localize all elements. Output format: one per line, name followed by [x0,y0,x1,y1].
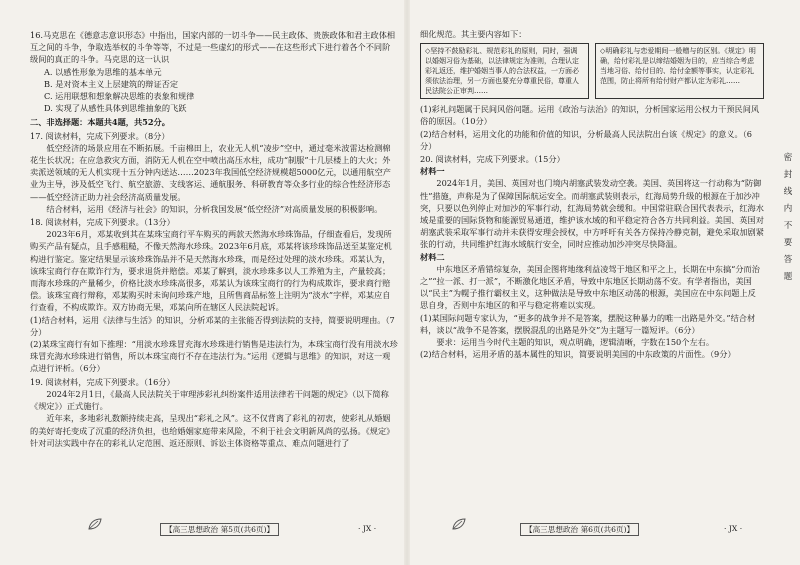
material-1-title: 材料一 [420,166,445,177]
left-page-code: · JX · [358,524,377,533]
seal-char: 线 [783,187,793,197]
rule-box-1: ◇坚持不鼓励彩礼、规范彩礼的原则，同时，强调以婚姻习俗为基础，以法律规定为准则，合理认定彩礼返还，维护婚姻当事人的合法权益，一方面必须依法治理，另一方面也要充分尊重民俗，尊重人民法院公正审判…… [420,43,589,99]
seal-char: 要 [783,238,793,248]
seal-char: 密 [783,153,793,163]
q18-material: 2023年6月，邓某收到其在某珠宝商行平车购买的两款天然海水珍珠饰品，仔细查看后，发现所购买产品有疑点，且手感粗糙，不像天然海水珍珠。2023年6月底，邓某将该珍珠饰品送至某鉴定机构进行鉴定。鉴定结果显示该珍珠饰品并不是天然海水珍珠，而是经过处理的淡水珍珠。邓某认为，该珠宝商行存在欺诈行为，要求退货并赔偿。邓某了解到，淡水珍珠多以人工养殖为主，产量较高；而海水珍珠的产量稀少，价格比淡水珍珠高很多，邓某认为该珠宝商行的行为构成欺诈，要求商行赔偿。该珠宝商行辩称，邓某购买时未询问珍珠产地，且所售商品标签上注明为“淡水”字样，邓某应自行查看，不构成欺诈。双方协商无果，邓某向所在辖区人民法院起诉。 [30,229,392,313]
left-page [30,28,398,449]
seal-char: 内 [783,204,793,214]
q17-stem: 17. 阅读材料，完成下列要求。（8分） [30,130,170,141]
q17-task: 结合材料，运用《经济与社会》的知识，分析我国发展“低空经济”对高质量发展的积极影响。 [46,203,383,214]
right-footer [520,524,639,535]
q19-material-2: 近年来，多地彩礼数额持续走高，呈现出“彩礼之风”。这不仅背离了彩礼的初衷，使彩礼从婚姻的美好寄托变成了沉重的经济负担，也给婚姻家庭带来风险，不利于社会文明新风尚的弘扬。《规定》针对司法实践中存在的彩礼认定范围、返还原则、诉讼主体资格等重点、难点问题进行了 [30,413,395,448]
section-heading: 二、非选择题：本题共4题，共52分。 [30,117,170,128]
q20-task-2: (2)结合材料，运用矛盾的基本属性的知识，简要说明美国的中东政策的片面性。（9分） [420,349,736,360]
seal-char: 题 [783,272,793,282]
leaf-icon [88,518,102,530]
q18-task-2: (2)某珠宝商行有如下推理：“用淡水珍珠冒充海水珍珠进行销售是违法行为，本珠宝商行没有用淡水珍珠冒充海水珍珠进行销售，所以本珠宝商行不存在违法行为。”运用《逻辑与思维》的知识，对这一观点进行评析。（6分） [30,339,398,374]
q18-stem: 18. 阅读材料，完成下列要求。（13分） [30,217,175,228]
q16-stem: 16.马克思在《德意志意识形态》中指出，国家内部的一切斗争——民主政体、贵族政体和君主政体相互之间的斗争，争取选举权的斗争等等，不过是一些虚幻的形式——在这些形式下进行着各个不同阶级间的真正的斗争。马克思的这一认识 [30,30,396,65]
q19-task-2: (2)结合材料，运用文化的功能和价值的知识，分析最高人民法院出台该《规定》的意义。（6分） [420,128,753,151]
rule-box-2: ◇明确彩礼与恋爱期间一般赠与的区别。《规定》明确，给付彩礼是以缔结婚姻为目的，应当综合考虑当地习俗、给付目的、给付金额等事实，认定彩礼范围，防止将所有给付财产都认定为彩礼…… [595,43,764,99]
right-page-code: · JX · [724,524,743,533]
q19-material-1: 2024年2月1日，《最高人民法院关于审理涉彩礼纠纷案件适用法律若干问题的规定》（以下简称《规定》）正式施行。 [30,388,389,412]
q17-material: 低空经济的场景应用在不断拓展。千亩棉田上，农业无人机“凌步”空中，通过毫米波雷达检测棉花生长状况；在应急救灾方面，消防无人机在空中喷出高压水柱，成功“制服”十几层楼上的大火；外卖派送领域的无人机实现十五分钟内送达……2023年我国低空经济规模超5000亿元，以通用航空产业为主导，涉及低空飞行、航空旅游、支线客运、通航服务、科研教育等众多行业的综合性经济形态——低空经济正助力社会经济高质量发展。 [30,142,391,202]
q19-task-1: (1)彩礼问题属于民间风俗问题。运用《政治与法治》的知识，分析国家运用公权力干预民间风俗的原因。（10分） [420,104,760,127]
leaf-icon [452,518,466,530]
page-spine [404,0,410,565]
right-page-label: 【高三思想政治 第6页(共6页)】 [520,523,639,536]
right-page [420,28,764,360]
left-page-label: 【高三思想政治 第5页(共6页)】 [160,523,279,536]
rules-boxes [420,43,764,99]
q16-option-b: B. 是对资本主义上层建筑的辩证否定 [44,78,179,89]
seal-line-strip [782,150,794,286]
seal-char: 答 [783,255,793,265]
q19-stem: 19. 阅读材料，完成下列要求。（16分） [30,376,175,387]
q16-option-c: C. 运用联想和想象解决思维的表象和规律 [44,91,195,102]
q18-task-1: (1)结合材料，运用《法律与生活》的知识，分析邓某的主张能否得到法院的支持，简要说明理由。（7分） [30,314,395,337]
left-footer [160,524,279,535]
q16-option-d: D. 实现了从感性具体到思维抽象的飞跃 [44,103,187,114]
q20-stem: 20. 阅读材料，完成下列要求。（15分） [420,154,565,165]
q20-requirement: 要求：运用当今时代主题的知识，观点明确，逻辑清晰，字数在150个左右。 [436,337,715,348]
q20-material-1: 2024年1月，美国、英国对也门境内胡塞武装发动空袭。美国、英国将这一行动称为“防御性”措施，声称是为了保障国际航运安全。而胡塞武装则表示，红海局势升级的根源在于加沙冲突，只要以色列停止对加沙的军事行动，红海局势就会缓和。中国常驻联合国代表表示，红海水域是重要的国际货物和能源贸易通道，维护该水域的和平稳定符合各方共同利益。美国、英国对胡塞武装采取军事行动并未获得安理会授权，中方呼吁有关各方保持冷静克制，避免采取加剧紧张的行动，共同维护红海水域航行安全，同时应推动加沙冲突尽快降温。 [420,178,764,250]
seal-char: 不 [783,221,793,231]
q20-task-1: (1)某国际问题专家认为，“更多的战争并不是答案，摆脱这种暴力的唯一出路是外交。”结合材料，谈以“战争不是答案，摆脱混乱的出路是外交”为主题写一篇短评。（6分） [420,312,756,335]
q16-option-a: A. 以感性形象为思维的基本单元 [44,66,162,77]
q19-lead: 细化规范。其主要内容如下： [420,29,527,39]
q20-material-2: 中东地区矛盾错综复杂，美国企图将地缘利益凌驾于地区和平之上，长期在中东搞“分而治之”“拉一派、打一派”，不断激化地区矛盾，导致中东地区长期动荡不安。有学者指出，美国以“民主”为幌子推行霸权主义，这种做法是导致中东地区动荡的根源，美国应在中东问题上反思自身，否则中东地区的和平与稳定将难以实现。 [420,263,760,311]
material-2-title: 材料二 [420,251,445,262]
seal-char: 封 [783,170,793,180]
